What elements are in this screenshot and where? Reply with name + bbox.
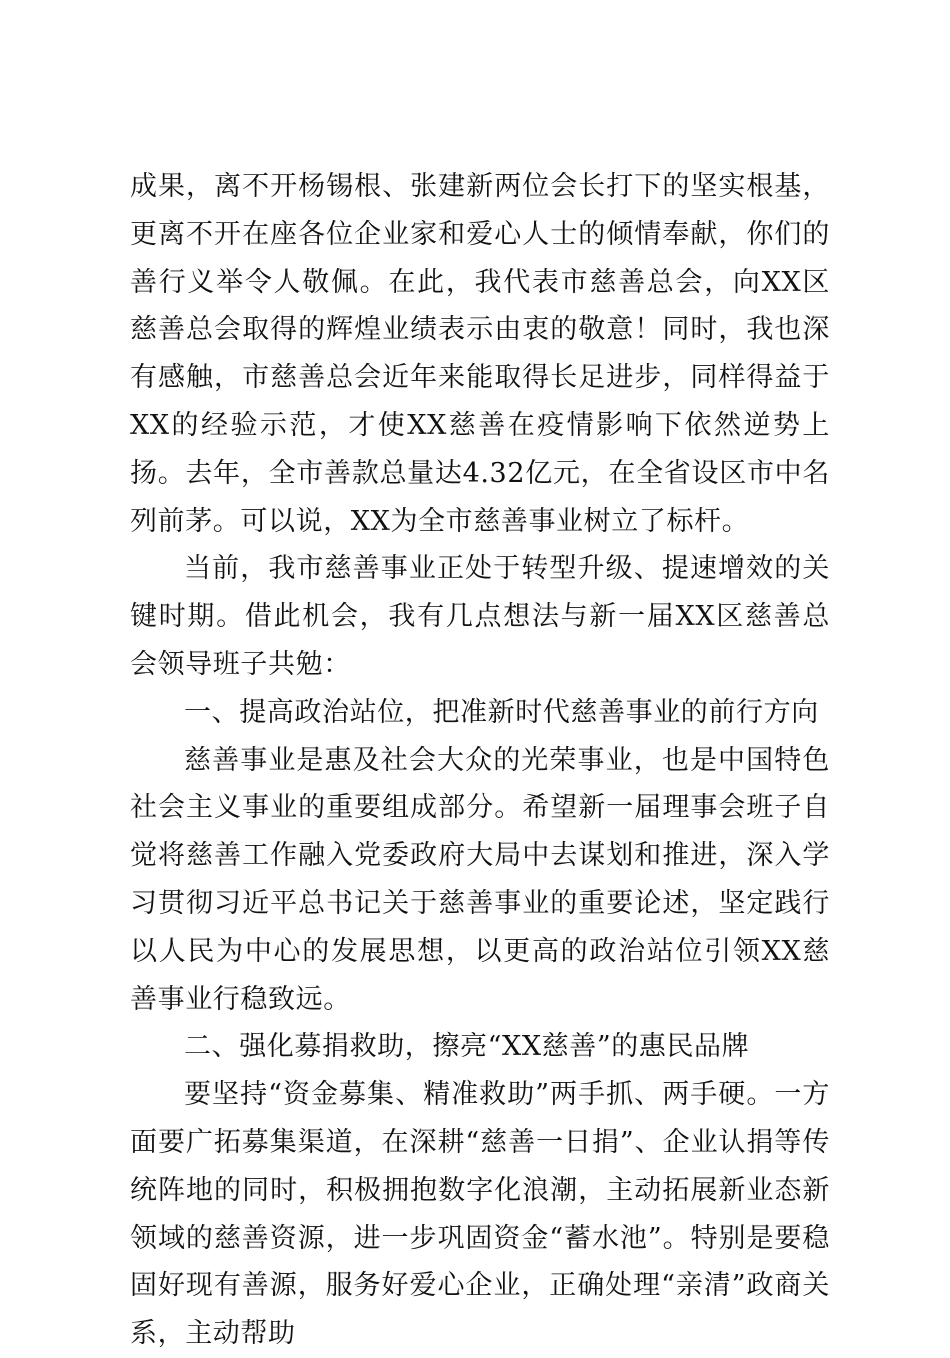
section-heading-2: 二、强化募捐救助，擦亮“XX慈善”的惠民品牌 xyxy=(184,1031,750,1063)
section-heading-1: 一、提高政治站位，把准新时代慈善事业的前行方向 xyxy=(184,696,819,728)
paragraph-current-period: 当前，我市慈善事业正处于转型升级、提速增效的关键时期。借此机会，我有几点想法与新一届XX区慈善总会领导班子共勉： xyxy=(130,553,830,680)
paragraph-continuation: 成果，离不开杨锡根、张建新两位会长打下的坚实根基，更离不开在座各位企业家和爱心人士的倾情奉献，你们的善行义举令人敬佩。在此，我代表市慈善总会，向XX区慈善总会取得的辉煌业绩表示由衷的敬意！同时，我也深有感触，市慈善总会近年来能取得长足进步，同样得益于XX的经验示范，才使XX慈善在疫情影响下依然逆势上扬。去年，全市善款总量达4.32亿元，在全省设区市中名列前茅。可以说，XX为全市慈善事业树立了标杆。 xyxy=(130,171,830,537)
document-body xyxy=(130,163,830,1358)
paragraph-section-1: 慈善事业是惠及社会大众的光荣事业，也是中国特色社会主义事业的重要组成部分。希望新一届理事会班子自觉将慈善工作融入党委政府大局中去谋划和推进，深入学习贯彻习近平总书记关于慈善事业的重要论述，坚定践行以人民为中心的发展思想，以更高的政治站位引领XX慈善事业行稳致远。 xyxy=(130,744,830,1015)
paragraph-section-2: 要坚持“资金募集、精准救助”两手抓、两手硬。一方面要广拓募集渠道，在深耕“慈善一日捐”、企业认捐等传统阵地的同时，积极拥抱数字化浪潮，主动拓展新业态新领域的慈善资源，进一步巩固资金“蓄水池”。特别是要稳固好现有善源，服务好爱心企业，正确处理“亲清”政商关系，主动帮助 xyxy=(130,1079,830,1350)
